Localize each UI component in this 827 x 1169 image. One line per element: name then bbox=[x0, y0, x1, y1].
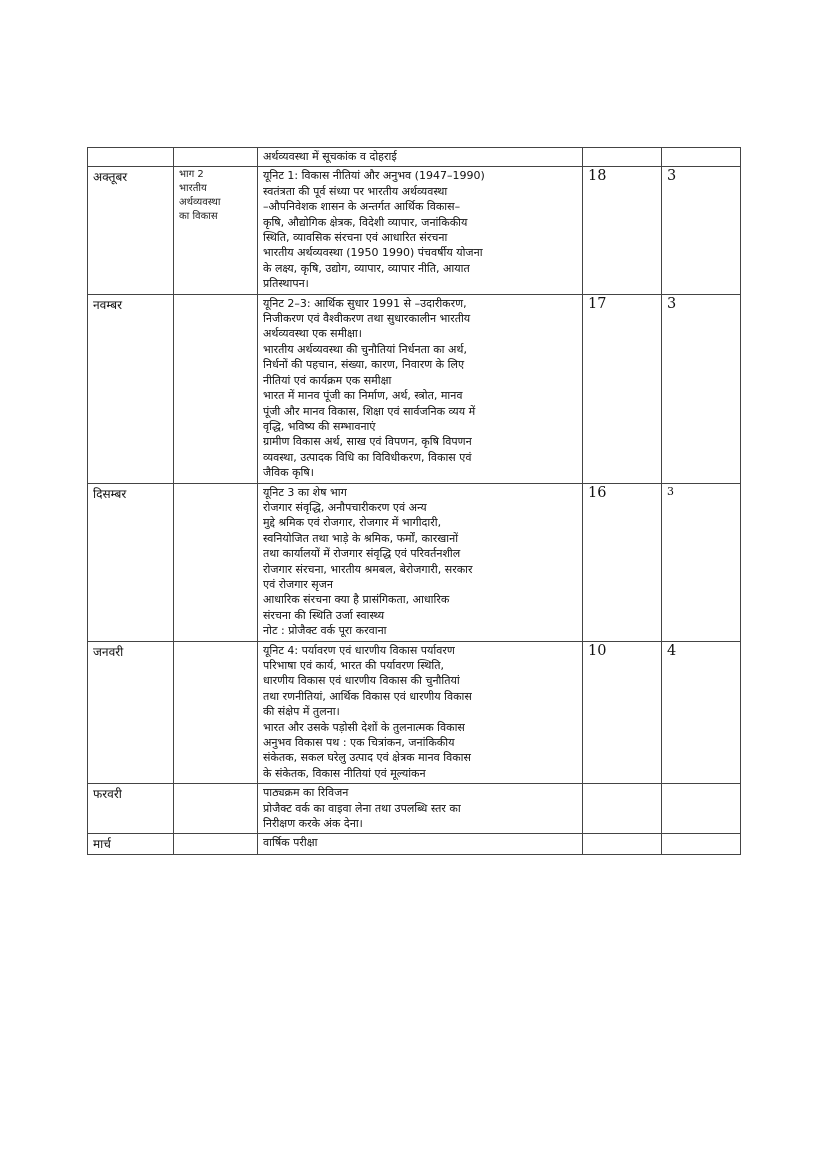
table-row bbox=[88, 148, 741, 167]
content-line: एवं रोजगार सृजन bbox=[263, 577, 333, 591]
content-line: भारत और उसके पड़ोसी देशों के तुलनात्मक विकास bbox=[263, 720, 465, 734]
content-line: प्रोजैक्ट वर्क का वाइवा लेना तथा उपलब्धि स्तर का bbox=[263, 801, 461, 815]
content-cell bbox=[258, 294, 583, 483]
content-line: धारणीय विकास एवं धारणीय विकास की चुनौतियां bbox=[263, 674, 460, 688]
content-line: व्यवस्था, उत्पादक विधि का विविधीकरण, विकास एवं bbox=[263, 450, 472, 464]
content-line: अर्थव्यवस्था में सूचकांक व दोहराई bbox=[263, 150, 397, 163]
col4-value bbox=[583, 784, 662, 834]
col4-value: 16 bbox=[583, 483, 662, 641]
content-line: स्वनियोजित तथा भाड़े के श्रमिक, फर्मों, कारखानों bbox=[263, 531, 459, 545]
content-line: भारतीय अर्थव्यवस्था (1950 1990) पंचवर्षीय योजना bbox=[263, 246, 483, 260]
content-line: नीतियां एवं कार्यक्रम एक समीक्षा bbox=[263, 373, 392, 387]
content-line: मुद्दे श्रमिक एवं रोजगार, रोजगार में भागीदारी, bbox=[263, 516, 442, 530]
month-cell: दिसम्बर bbox=[88, 483, 174, 641]
content-line: अर्थव्यवस्था एक समीक्षा। bbox=[263, 327, 362, 341]
content-line: की संक्षेप में तुलना। bbox=[263, 705, 340, 719]
table-row bbox=[88, 294, 741, 483]
content-line: निरीक्षण करके अंक देना। bbox=[263, 817, 363, 831]
content-cell bbox=[258, 784, 583, 834]
month-cell: नवम्बर bbox=[88, 294, 174, 483]
content-line: संरचना की स्थिति उर्जा स्वास्थ्य bbox=[263, 608, 385, 622]
content-line: स्वतंत्रता की पूर्व संध्या पर भारतीय अर्थव्यवस्था bbox=[263, 184, 448, 198]
content-line: वृद्धि, भविष्य की सम्भावनाएं bbox=[263, 419, 376, 433]
table-row bbox=[88, 167, 741, 294]
col4-value: 17 bbox=[583, 294, 662, 483]
content-cell bbox=[258, 167, 583, 294]
syllabus-table bbox=[87, 147, 741, 855]
month-cell: फरवरी bbox=[88, 784, 174, 834]
content-cell bbox=[258, 641, 583, 784]
table-row bbox=[88, 784, 741, 834]
part-line: का विकास bbox=[179, 211, 218, 223]
content-line: –औपनिवेशक शासन के अन्तर्गत आर्थिक विकास– bbox=[263, 200, 461, 214]
content-cell bbox=[258, 483, 583, 641]
month-cell: जनवरी bbox=[88, 641, 174, 784]
content-line: आधारिक संरचना क्या है प्रासंगिकता, आधारिक bbox=[263, 593, 450, 607]
part-cell bbox=[174, 784, 258, 834]
month-cell bbox=[88, 148, 174, 167]
content-line: तथा कार्यालयों में रोजगार संवृद्धि एवं परिवर्तनशील bbox=[263, 547, 461, 561]
content-line: भारतीय अर्थव्यवस्था की चुनौतियां निर्धनता का अर्थ, bbox=[263, 342, 467, 356]
content-line: के लक्ष्य, कृषि, उद्योग, व्यापार, व्यापार नीति, आयात bbox=[263, 261, 470, 275]
col5-value: 4 bbox=[662, 641, 741, 784]
month-cell: अक्तूबर bbox=[88, 167, 174, 294]
col5-value: 3 bbox=[662, 483, 741, 641]
part-cell bbox=[174, 641, 258, 784]
part-line: अर्थव्यवस्था bbox=[179, 197, 221, 209]
month-cell: मार्च bbox=[88, 834, 174, 855]
col4-value: 10 bbox=[583, 641, 662, 784]
content-line: अनुभव विकास पथ : एक चित्रांकन, जनांकिकीय bbox=[263, 736, 455, 750]
part-cell bbox=[174, 294, 258, 483]
col5-value: 3 bbox=[662, 167, 741, 294]
content-line: पाठ्यक्रम का रिविजन bbox=[263, 786, 349, 800]
content-line: भारत में मानव पूंजी का निर्माण, अर्थ, स्त्रोत, मानव bbox=[263, 389, 463, 403]
content-cell bbox=[258, 148, 583, 167]
content-line: नोट : प्रोजैक्ट वर्क पूरा करवाना bbox=[263, 624, 387, 638]
col5-value bbox=[662, 834, 741, 855]
col5-value bbox=[662, 784, 741, 834]
content-line: परिभाषा एवं कार्य, भारत की पर्यावरण स्थिति, bbox=[263, 659, 444, 672]
content-line: प्रतिस्थापन। bbox=[263, 277, 309, 291]
content-line: यूनिट 2–3: आर्थिक सुधार 1991 से –उदारीकरण, bbox=[263, 296, 467, 310]
col4-value: 18 bbox=[583, 167, 662, 294]
table-row bbox=[88, 483, 741, 641]
content-line: संकेतक, सकल घरेलु उत्पाद एवं क्षेत्रक मानव विकास bbox=[263, 751, 471, 765]
content-line: तथा रणनीतियां, आर्थिक विकास एवं धारणीय विकास bbox=[263, 689, 472, 703]
content-line: रोजगार संरचना, भारतीय श्रमबल, बेरोजगारी, सरकार bbox=[263, 562, 473, 576]
table-body bbox=[88, 148, 741, 855]
content-line: ग्रामीण विकास अर्थ, साख एवं विपणन, कृषि विपणन bbox=[263, 435, 472, 449]
content-line: पूंजी और मानव विकास, शिक्षा एवं सार्वजनिक व्यय में bbox=[263, 404, 476, 418]
content-line: निजीकरण एवं वैश्वीकरण तथा सुधारकालीन भारतीय bbox=[263, 312, 471, 326]
content-cell bbox=[258, 834, 583, 855]
part-cell bbox=[174, 834, 258, 855]
content-line: निर्धनों की पहचान, संख्या, कारण, निवारण के लिए bbox=[263, 358, 465, 372]
content-line: यूनिट 4: पर्यावरण एवं धारणीय विकास पर्यावरण bbox=[263, 643, 455, 657]
content-line: कृषि, औद्योगिक क्षेत्रक, विदेशी व्यापार, जनांकिकीय bbox=[263, 215, 468, 229]
content-line: के संकेतक, विकास नीतियां एवं मूल्यांकन bbox=[263, 766, 426, 780]
content-line: यूनिट 3 का शेष भाग bbox=[263, 485, 347, 499]
part-line: भारतीय bbox=[179, 183, 207, 195]
part-cell bbox=[174, 483, 258, 641]
content-line: जैविक कृषि। bbox=[263, 466, 314, 480]
content-line: रोजगार संवृद्धि, अनौपचारीकरण एवं अन्य bbox=[263, 500, 427, 514]
table-row bbox=[88, 641, 741, 784]
part-line: भाग 2 bbox=[179, 169, 204, 181]
col4-value bbox=[583, 834, 662, 855]
part-cell bbox=[174, 167, 258, 294]
table-row bbox=[88, 834, 741, 855]
col4-value bbox=[583, 148, 662, 167]
part-cell bbox=[174, 148, 258, 167]
content-line: स्थिति, व्यावसिक संरचना एवं आधारित संरचना bbox=[263, 231, 448, 245]
col5-value: 3 bbox=[662, 294, 741, 483]
content-line: वार्षिक परीक्षा bbox=[263, 836, 318, 850]
col5-value bbox=[662, 148, 741, 167]
content-line: यूनिट 1: विकास नीतियां और अनुभव (1947–1990) bbox=[263, 169, 485, 183]
